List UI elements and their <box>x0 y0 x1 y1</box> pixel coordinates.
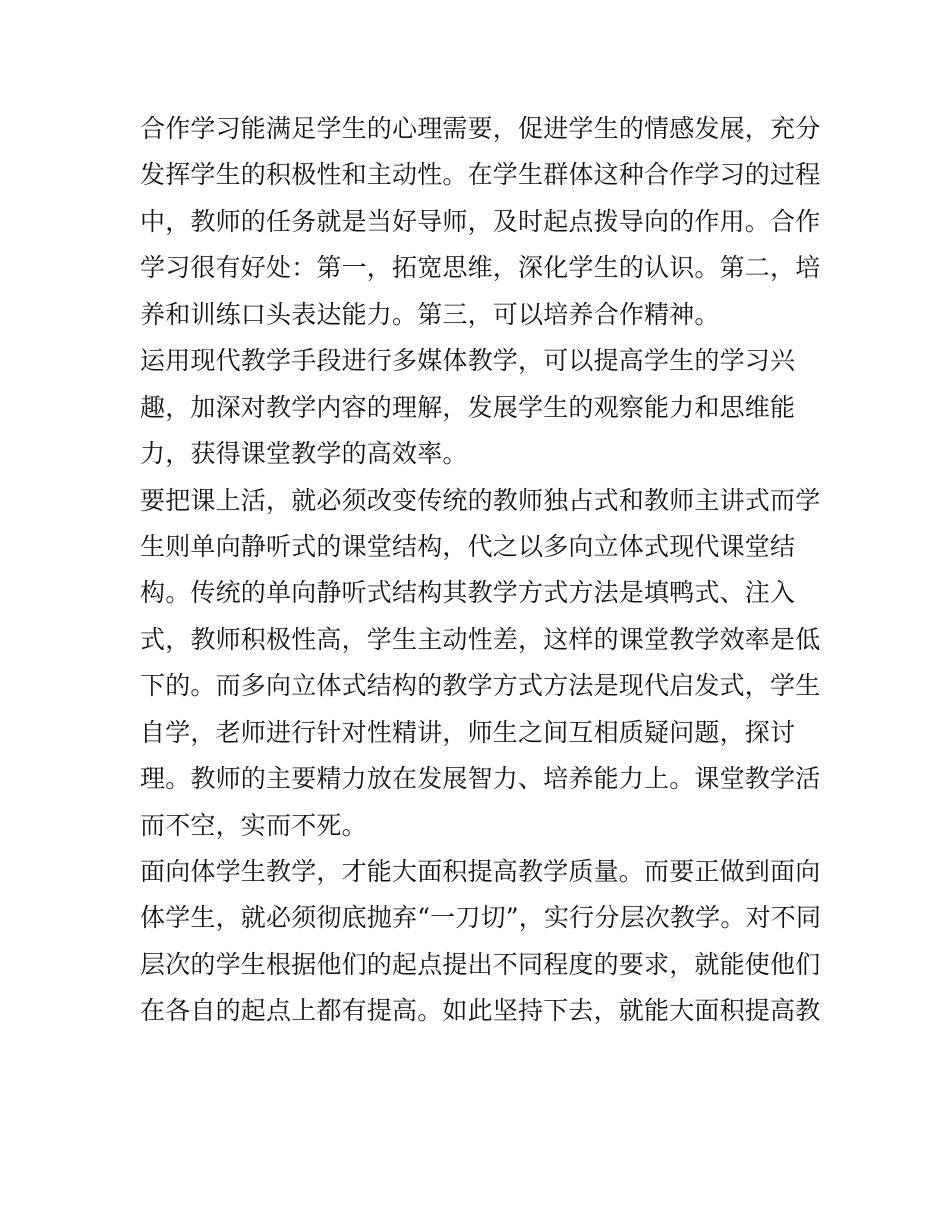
document-body <box>140 106 820 1035</box>
text-line: 层次的学生根据他们的起点提出不同程度的要求，就能使他们 <box>140 949 821 979</box>
text-line: 在各自的起点上都有提高。如此坚持下去，就能大面积提高教 <box>140 996 821 1026</box>
text-line: 学习很有好处：第一，拓宽思维，深化学生的认识。第二，培 <box>140 253 821 283</box>
text-line: 体学生，就必须彻底抛弃“一刀切”，实行分层次教学。对不同 <box>140 903 822 933</box>
text-line: 生则单向静听式的课堂结构，代之以多向立体式现代课堂结 <box>140 531 796 561</box>
text-line: 运用现代教学手段进行多媒体教学，可以提高学生的学习兴 <box>140 346 796 376</box>
text-line: 趣，加深对教学内容的理解，发展学生的观察能力和思维能 <box>140 392 796 422</box>
text-line: 自学，老师进行针对性精讲，师生之间互相质疑问题，探讨 <box>140 717 796 747</box>
text-line: 要把课上活，就必须改变传统的教师独占式和教师主讲式而学 <box>140 485 821 515</box>
text-line: 下的。而多向立体式结构的教学方式方法是现代启发式，学生 <box>140 671 821 701</box>
text-line: 构。传统的单向静听式结构其教学方式方法是填鸭式、注入 <box>140 578 796 608</box>
text-line: 合作学习能满足学生的心理需要，促进学生的情感发展，充分 <box>140 114 821 143</box>
text-line: 式，教师积极性高，学生主动性差，这样的课堂教学效率是低 <box>140 624 821 654</box>
text-line: 养和训练口头表达能力。第三，可以培养合作精神。 <box>140 299 720 329</box>
text-line: 发挥学生的积极性和主动性。在学生群体这种合作学习的过程 <box>140 160 821 190</box>
text-line: 力，获得课堂教学的高效率。 <box>140 439 468 469</box>
text-line: 中，教师的任务就是当好导师，及时起点拨导向的作用。合作 <box>140 206 821 236</box>
text-line: 面向体学生教学，才能大面积提高教学质量。而要正做到面向 <box>140 857 821 886</box>
text-line: 而不空，实而不死。 <box>140 810 367 840</box>
text-line: 理。教师的主要精力放在发展智力、培养能力上。课堂教学活 <box>140 764 821 794</box>
